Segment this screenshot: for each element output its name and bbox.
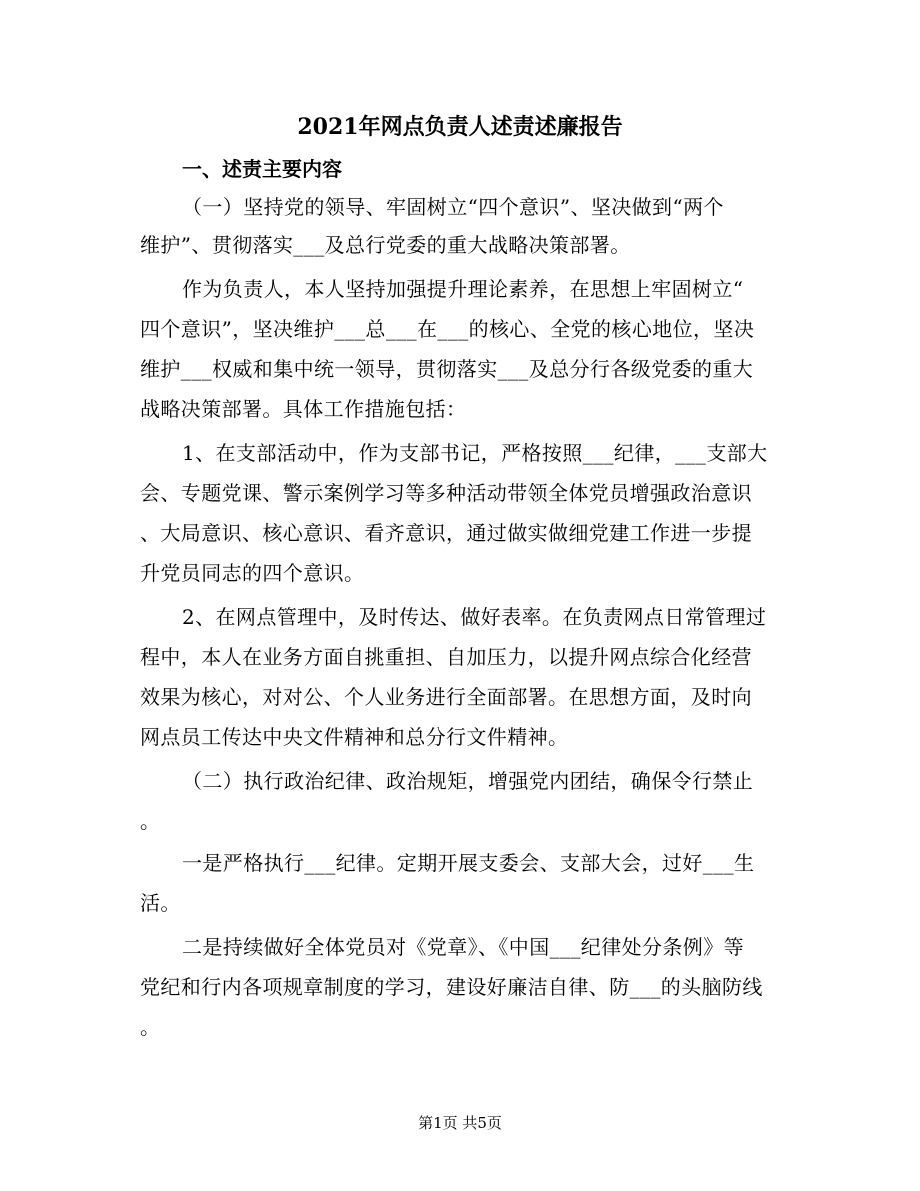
body-line: 。 — [140, 1015, 161, 1039]
body-line: 程中，本人在业务方面自挑重担、自加压力，以提升网点综合化经营 — [140, 645, 752, 669]
body-line: 二是持续做好全体党员对《党章》、《中国___纪律处分条例》等 — [182, 935, 744, 959]
body-line: 维护___权威和集中统一领导，贯彻落实___及总分行各级党委的重大 — [140, 357, 754, 381]
body-line: 2、在网点管理中，及时传达、做好表率。在负责网点日常管理过 — [182, 605, 767, 629]
body-line: 活。 — [140, 891, 181, 915]
page-title: 2021年网点负责人述责述廉报告 — [297, 114, 623, 140]
body-line: 党纪和行内各项规章制度的学习，建设好廉洁自律、防___的头脑防线 — [140, 975, 763, 999]
page-footer: 第1页 共5页 — [418, 1114, 502, 1132]
body-line: 会、专题党课、警示案例学习等多种活动带领全体党员增强政治意识 — [140, 481, 752, 505]
body-line: 战略决策部署。具体工作措施包括： — [140, 397, 467, 421]
body-line: 1、在支部活动中，作为支部书记，严格按照___纪律，___支部大 — [182, 441, 768, 465]
body-line: （二）执行政治纪律、政治规矩，增强党内团结，确保令行禁止 — [182, 769, 754, 793]
body-line: 网点员工传达中央文件精神和总分行文件精神。 — [140, 725, 569, 749]
body-line: 升党员同志的四个意识。 — [140, 561, 365, 585]
body-line: 、大局意识、核心意识、看齐意识，通过做实做细党建工作进一步提 — [140, 521, 752, 545]
body-line: （一）坚持党的领导、牢固树立“四个意识”、坚决做到“两个 — [182, 195, 724, 219]
body-line: 四个意识”，坚决维护___总___在___的核心、全党的核心地位，坚决 — [140, 317, 755, 341]
body-line: 效果为核心，对对公、个人业务进行全面部署。在思想方面，及时向 — [140, 685, 752, 709]
body-line: 一是严格执行___纪律。定期开展支委会、支部大会，过好___生 — [182, 851, 755, 875]
body-line: 维护”、贯彻落实___及总行党委的重大战略决策部署。 — [140, 233, 631, 257]
section-heading: 一、述责主要内容 — [182, 157, 342, 181]
body-line: 作为负责人，本人坚持加强提升理论素养，在思想上牢固树立“ — [182, 277, 744, 301]
body-line: 。 — [140, 809, 161, 833]
